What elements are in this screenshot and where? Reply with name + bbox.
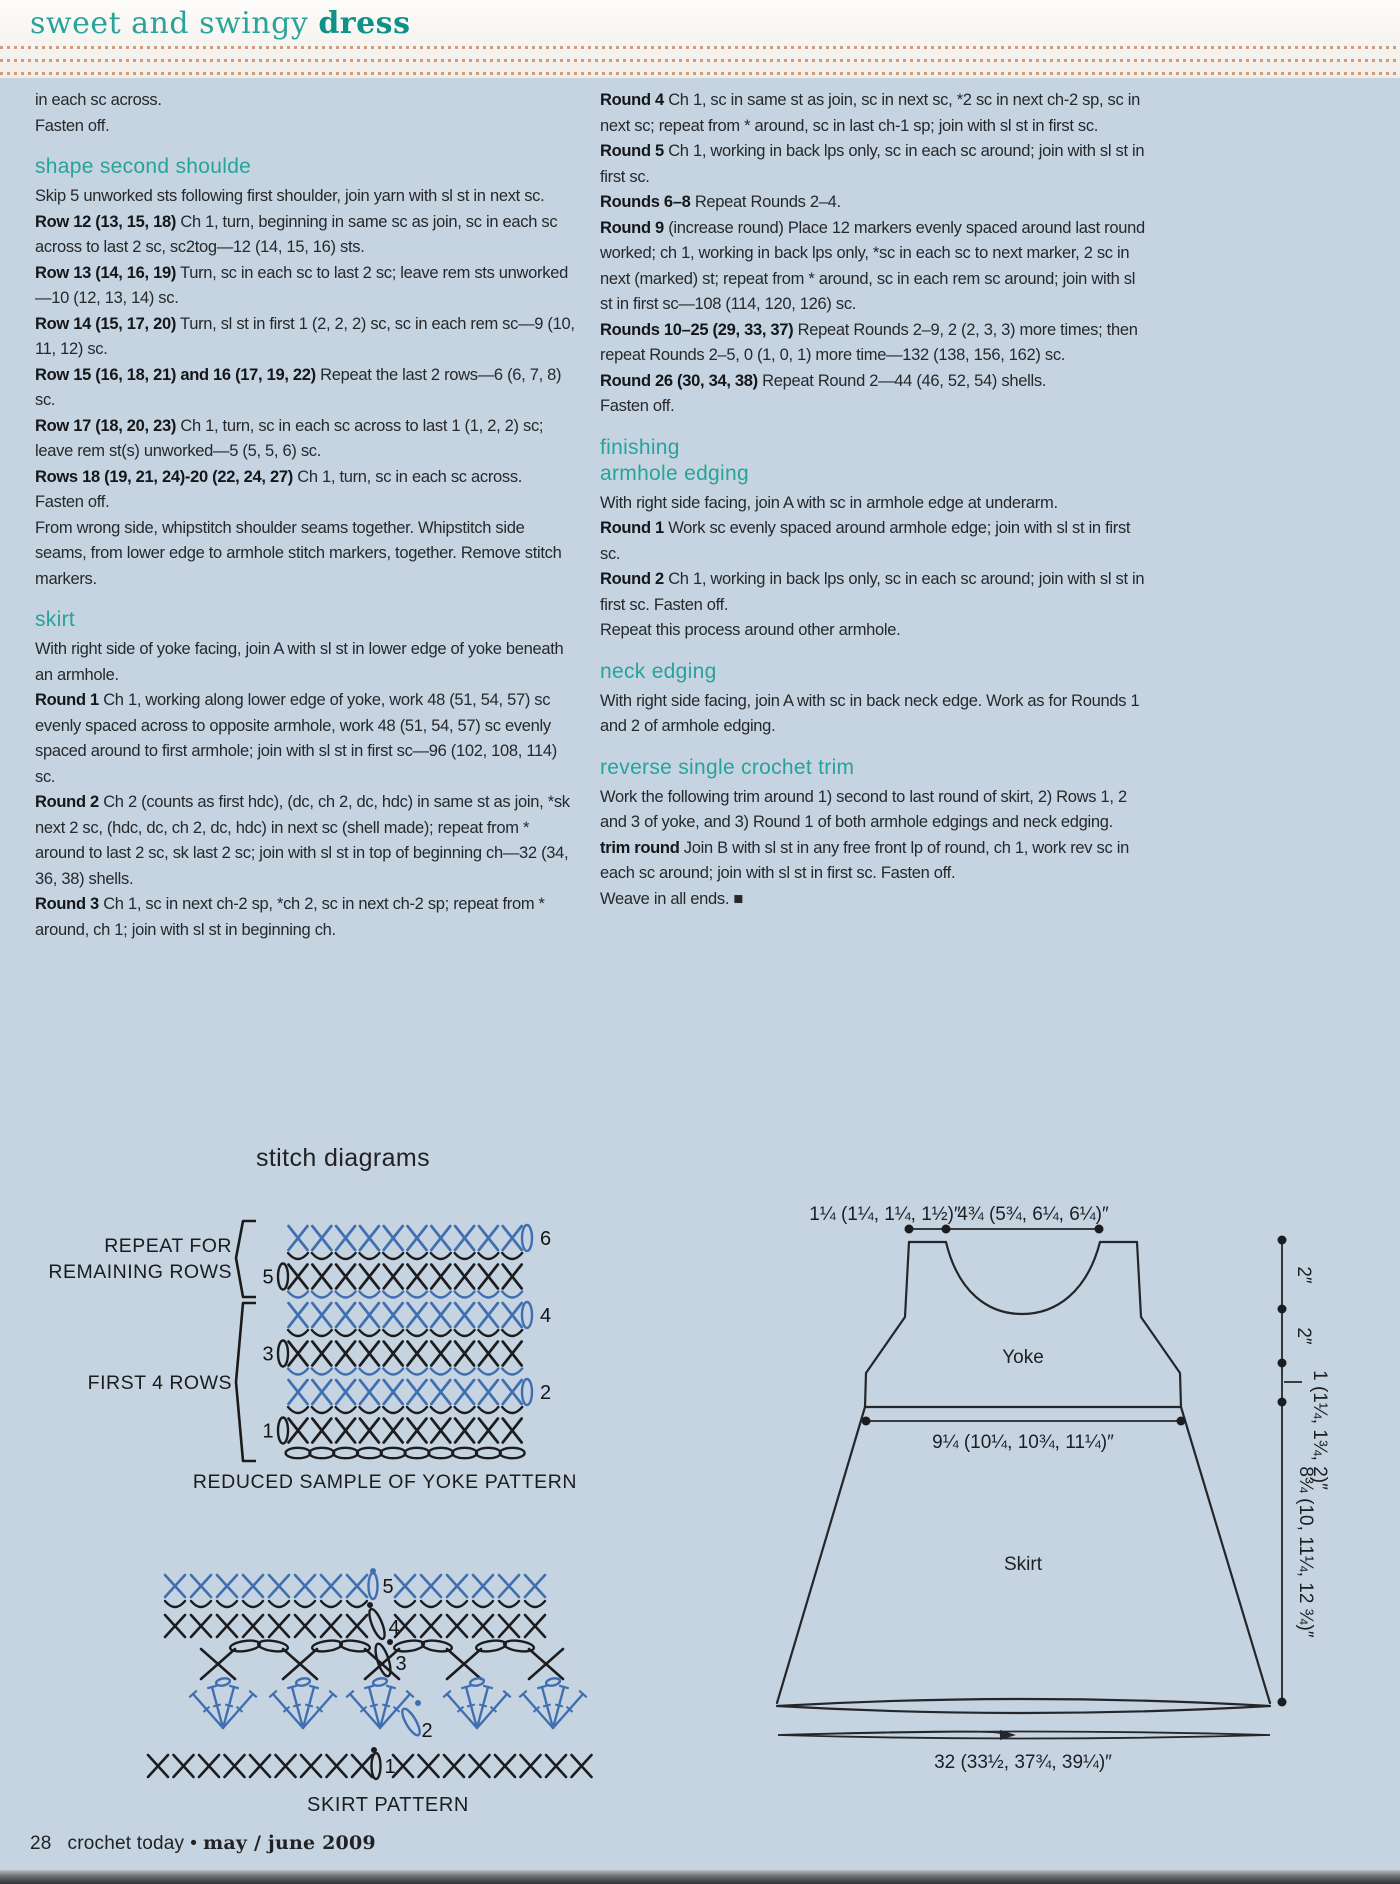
- svg-text:2: 2: [421, 1720, 433, 1742]
- pattern-paragraph: With right side facing, join A with sc in armhole edge at underarm.: [600, 493, 1058, 512]
- yoke-seg-mid-label: 2″: [1293, 1327, 1314, 1345]
- stitch-diagrams-title: stitch diagrams: [255, 1144, 431, 1172]
- yoke-label: Yoke: [1002, 1347, 1044, 1368]
- yoke-seg-top-label: 2″: [1293, 1266, 1314, 1284]
- section-heading: finishing: [600, 435, 680, 459]
- neck-width-label: 4¾ (5¾, 6¼, 6¼)″: [957, 1204, 1109, 1225]
- yoke-stitch-rows: [262, 1225, 551, 1458]
- yoke-stitch-diagram: [30, 1205, 580, 1473]
- dotted-rule: [0, 59, 1400, 62]
- svg-text:4: 4: [388, 1617, 400, 1639]
- right-column: [600, 88, 1148, 912]
- pattern-paragraph: Row 12 (13, 15, 18) Ch 1, turn, beginning in same sc as join, sc in each sc across to last 2 sc, sc2tog—12 (14, 15, 16) sts.: [35, 212, 558, 256]
- svg-text:1: 1: [262, 1420, 274, 1443]
- svg-text:2: 2: [540, 1382, 552, 1404]
- pattern-paragraph: Rounds 10–25 (29, 33, 37) Repeat Rounds 2–9, 2 (2, 3, 3) more times; then repeat Rounds 2–5, 0 (1, 0, 1) more time—132 (138, 156, 162) sc.: [600, 320, 1138, 364]
- pattern-paragraph: Round 26 (30, 34, 38) Repeat Round 2—44 (46, 52, 54) shells.: [600, 371, 1047, 390]
- pattern-paragraph: in each sc across.: [35, 91, 162, 109]
- pattern-paragraph: Round 9 (increase round) Place 12 markers evenly spaced around last round worked; ch 1, working in back lps only, *sc in each sc to next marker, 2 sc in next (marked) st; repeat from * around, sc in each rem sc around; join with sl st in first sc—108 (114, 120, 126) sc.: [600, 218, 1145, 313]
- pattern-paragraph: Fasten off.: [35, 493, 110, 511]
- pattern-paragraph: Row 17 (18, 20, 23) Ch 1, turn, sc in each sc across to last 1 (1, 2, 2) sc; leave rem st(s) unworked—5 (5, 5, 6) sc.: [35, 416, 544, 460]
- hem-width-label: 32 (33½, 37¾, 39¼)″: [934, 1752, 1112, 1773]
- pattern-paragraph: Fasten off.: [35, 116, 110, 135]
- strap-width-label: 1¼ (1¼, 1¼, 1½)″: [809, 1204, 961, 1225]
- yoke-diagram-caption: REDUCED SAMPLE OF YOKE PATTERN: [192, 1471, 578, 1493]
- pattern-paragraph: Work the following trim around 1) second to last round of skirt, 2) Rows 1, 2 and 3 of yoke, and 3) Round 1 of both armhole edgings and neck edging.: [600, 787, 1127, 831]
- section-heading: skirt: [35, 608, 75, 631]
- pattern-paragraph: Round 1 Ch 1, working along lower edge of yoke, work 48 (51, 54, 57) sc evenly spaced across to opposite armhole, work 48 (51, 54, 57) sc evenly spaced around to first armhole; join with sl st in first sc—96 (102, 108, 114) sc.: [35, 691, 557, 786]
- pattern-paragraph: trim round Join B with sl st in any free front lp of round, ch 1, work rev sc in each sc around; join with sl st in first sc. Fasten off.: [600, 838, 1129, 882]
- first-rows-label: FIRST 4 ROWS: [87, 1372, 232, 1394]
- repeat-rows-label-line2: REMAINING ROWS: [48, 1261, 232, 1283]
- dress-outline: [777, 1242, 1270, 1713]
- page-bottom-edge: [0, 1870, 1400, 1884]
- section-heading: shape second shoulde: [35, 155, 252, 178]
- pattern-paragraph: Round 1 Work sc evenly spaced around armhole edge; join with sl st in first sc.: [600, 519, 1131, 563]
- pattern-paragraph: Row 14 (15, 17, 20) Turn, sl st in first 1 (2, 2, 2) sc, sc in each rem sc—9 (10, 11, 12) sc.: [35, 314, 575, 358]
- yoke-width-label: 9¼ (10¼, 10¾, 11¼)″: [932, 1432, 1114, 1453]
- page-title-bold: dress: [318, 6, 411, 41]
- pattern-paragraph: Round 2 Ch 1, working in back lps only, sc in each sc around; join with sl st in first sc. Fasten off.: [600, 570, 1145, 614]
- skirt-label: Skirt: [1004, 1554, 1042, 1575]
- pattern-paragraph: Row 13 (14, 16, 19) Turn, sc in each sc to last 2 sc; leave rem sts unworked—10 (12, 13, 14) sc.: [35, 263, 568, 307]
- pattern-paragraph: Round 3 Ch 1, sc in next ch-2 sp, *ch 2, sc in next ch-2 sp; repeat from * around, ch 1; join with sl st in beginning ch.: [35, 895, 545, 939]
- skirt-stitch-diagram: [120, 1560, 600, 1795]
- pattern-paragraph: Round 5 Ch 1, working in back lps only, sc in each sc around; join with sl st in first sc.: [600, 142, 1145, 186]
- pattern-paragraph: Round 4 Ch 1, sc in same st as join, sc in next sc, *2 sc in next ch-2 sp, sc in next sc; repeat from * around, sc in last ch-1 sp; join with sl st in first sc.: [600, 91, 1140, 135]
- dotted-rule: [0, 72, 1400, 75]
- page-number: 28: [30, 1833, 52, 1854]
- section-heading: armhole edging: [600, 461, 749, 485]
- pattern-paragraph: Fasten off.: [600, 397, 675, 415]
- pattern-paragraph: With right side of yoke facing, join A with sl st in lower edge of yoke beneath an armhole.: [35, 640, 564, 684]
- left-column: [35, 88, 575, 943]
- footer-bullet: •: [190, 1833, 198, 1854]
- page-title-regular: sweet and swingy: [30, 6, 319, 41]
- skirt-length-label: 8¾ (10, 11¼, 12 ¾)″: [1295, 1466, 1316, 1638]
- pattern-paragraph: Round 2 Ch 2 (counts as first hdc), (dc, ch 2, dc, hdc) in same st as join, *sk next 2 sc, (hdc, dc, ch 2, dc, hdc) in next sc (shell made); repeat from * around to last 2 sc, sk last 2 sc; join with sl st in top of beginning ch—32 (34, 36, 38) shells.: [35, 793, 570, 888]
- repeat-rows-label-line1: REPEAT FOR: [104, 1235, 232, 1257]
- svg-text:1: 1: [384, 1756, 396, 1778]
- svg-text:6: 6: [540, 1228, 552, 1250]
- measure-dots: [862, 1225, 1287, 1707]
- pattern-paragraph: Rounds 6–8 Repeat Rounds 2–4.: [600, 193, 841, 211]
- page-title: [30, 6, 410, 41]
- yoke-seg-bottom-label: 1 (1¼, 1¾, 2)″: [1309, 1370, 1330, 1490]
- dress-schematic: [640, 1190, 1380, 1840]
- measure-lines: [778, 1229, 1302, 1739]
- pattern-paragraph: Row 15 (16, 18, 21) and 16 (17, 19, 22) Repeat the last 2 rows—6 (6, 7, 8) sc.: [35, 365, 562, 409]
- pattern-paragraph: Skip 5 unworked sts following first shoulder, join yarn with sl st in next sc.: [35, 187, 545, 205]
- section-heading: neck edging: [600, 659, 717, 683]
- page-footer: [30, 1832, 376, 1855]
- svg-text:3: 3: [395, 1653, 407, 1675]
- dotted-rule: [0, 46, 1400, 49]
- pattern-paragraph: Repeat this process around other armhole.: [600, 621, 901, 639]
- svg-text:4: 4: [540, 1305, 552, 1327]
- pattern-paragraph: Rows 18 (19, 21, 24)-20 (22, 24, 27) Ch 1, turn, sc in each sc across.: [35, 467, 523, 486]
- pattern-paragraph: Weave in all ends. ■: [600, 889, 744, 908]
- yoke-brackets: [236, 1221, 256, 1461]
- svg-text:3: 3: [262, 1343, 274, 1366]
- pattern-paragraph: From wrong side, whipstitch shoulder seams together. Whipstitch side seams, from lower edge to armhole stitch markers, together. Remove stitch markers.: [35, 518, 562, 588]
- svg-text:5: 5: [262, 1266, 274, 1289]
- skirt-diagram-caption: SKIRT PATTERN: [307, 1794, 469, 1816]
- pattern-paragraph: With right side facing, join A with sc in back neck edge. Work as for Rounds 1 and 2 of armhole edging.: [600, 691, 1140, 735]
- svg-text:5: 5: [382, 1576, 394, 1598]
- section-heading: reverse single crochet trim: [600, 755, 855, 779]
- magazine-name: crochet today: [67, 1833, 185, 1854]
- skirt-stitch-rows: [148, 1568, 592, 1779]
- issue-date: may / june 2009: [203, 1832, 376, 1854]
